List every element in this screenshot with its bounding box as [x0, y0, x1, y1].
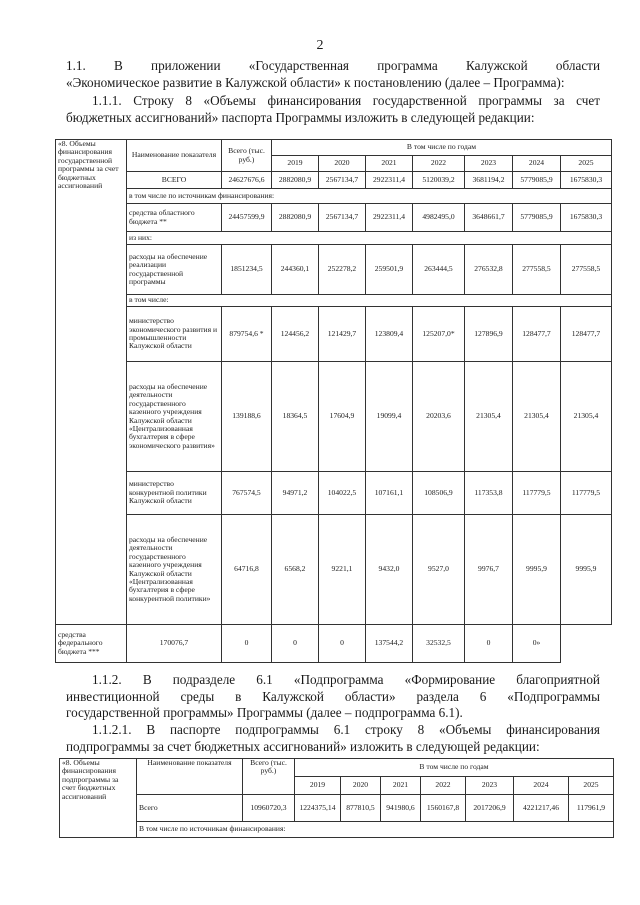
- year-value-2019: 18364,5: [272, 362, 319, 472]
- year-value-2025: 117779,5: [561, 472, 612, 515]
- table-row: [56, 232, 612, 245]
- year-value-2022: 9527,0: [413, 515, 465, 625]
- paragraph-1-1-line-1: 1.1. В приложении «Государственная программа Калужской области: [66, 58, 600, 73]
- header-year-2025: 2025: [561, 156, 612, 172]
- paragraph-1-1-2-line-2: инвестиционной среды в Калужской области» раздела 6 «Подпрограммы: [66, 688, 600, 704]
- paragraph-1-1-1-line-1: 1.1.1. Строку 8 «Объемы финансирования государственной программы за счет: [92, 93, 600, 108]
- header-year-2024: 2024: [514, 777, 569, 795]
- row-label: министерство экономического развития и промышленности Калужской области: [127, 307, 222, 362]
- year-value-2020: 877810,5: [341, 795, 381, 822]
- year-value-2023: 117353,8: [465, 472, 513, 515]
- table-row: [56, 307, 612, 362]
- financing-table-program: [55, 139, 612, 663]
- row-label: расходы на обеспечение деятельности государственного казенного учреждения Калужской области «Централизованная бухгалтерия в сфере экономического развития»: [127, 362, 222, 472]
- year-value-2019: 2882080,9: [272, 204, 319, 232]
- year-value-2024: 117779,5: [513, 472, 561, 515]
- year-value-2023: 9976,7: [465, 515, 513, 625]
- paragraph-1-1-1: [66, 93, 600, 126]
- row-total: 170076,7: [127, 625, 222, 663]
- year-value-2021: 123809,4: [366, 307, 413, 362]
- row-total: 24457599,9: [222, 204, 272, 232]
- year-value-2024: 9995,9: [513, 515, 561, 625]
- table-row: [60, 795, 614, 822]
- header-name: Наименование показателя: [137, 759, 243, 795]
- paragraph-1-1-2-line-1: 1.1.2. В подразделе 6.1 «Подпрограмма «Формирование благоприятной: [92, 672, 600, 687]
- row-label: расходы на обеспечение реализации государственной программы: [127, 245, 222, 295]
- row-group-label: из них:: [127, 232, 612, 245]
- header-year-2019: 2019: [272, 156, 319, 172]
- year-value-2020: 104022,5: [319, 472, 366, 515]
- year-value-2023: 3681194,2: [465, 172, 513, 189]
- paragraph-1-1-2-line-3: государственной программы» Программы (далее – подпрограмма 6.1).: [66, 705, 463, 720]
- table-row: [56, 204, 612, 232]
- row-label: средства федерального бюджета ***: [56, 625, 127, 663]
- header-year-2024: 2024: [513, 156, 561, 172]
- year-value-2024: 277558,5: [513, 245, 561, 295]
- header-total: Всего (тыс. руб.): [243, 759, 295, 795]
- year-value-2019: 2882080,9: [272, 172, 319, 189]
- year-value-2022: 108506,9: [413, 472, 465, 515]
- year-value-2021: 107161,1: [366, 472, 413, 515]
- paragraph-1-1: [66, 58, 600, 91]
- paragraph-1-1-line-2: «Экономическое развитие в Калужской области» к постановлению (далее – Программа):: [66, 74, 565, 90]
- year-value-2020: 252278,2: [319, 245, 366, 295]
- header-year-2020: 2020: [341, 777, 381, 795]
- table-row: [56, 295, 612, 307]
- header-year-2023: 2023: [466, 777, 514, 795]
- table-row: [56, 362, 612, 472]
- row-label: Всего: [137, 795, 243, 822]
- year-value-2019: 94971,2: [272, 472, 319, 515]
- year-value-2020: 2567134,7: [319, 172, 366, 189]
- header-year-2022: 2022: [413, 156, 465, 172]
- row-total: 879754,6 *: [222, 307, 272, 362]
- year-value-2023: 21305,4: [465, 362, 513, 472]
- row-total: 64716,8: [222, 515, 272, 625]
- row-total: 1851234,5: [222, 245, 272, 295]
- year-value-2022: 125207,0*: [413, 307, 465, 362]
- year-value-2024: 5779085,9: [513, 172, 561, 189]
- year-value-2022: 1560167,8: [421, 795, 466, 822]
- year-value-2021: 0: [319, 625, 366, 663]
- year-value-2023: 3648661,7: [465, 204, 513, 232]
- row-group-label: в том числе:: [127, 295, 612, 307]
- paragraph-1-1-1-line-2: бюджетных ассигнований» паспорта Программы изложить в следующей редакции:: [66, 109, 535, 125]
- year-value-2024: 21305,4: [513, 362, 561, 472]
- year-value-2023: 276532,8: [465, 245, 513, 295]
- year-value-2023: 32532,5: [413, 625, 465, 663]
- header-year-2021: 2021: [366, 156, 413, 172]
- paragraph-1-1-2-1-line-1: 1.1.2.1. В паспорте подпрограммы 6.1 строку 8 «Объемы финансирования: [92, 722, 600, 737]
- row-group-label: в том числе по источникам финансирования:: [127, 189, 612, 204]
- paragraph-1-1-2-1: [66, 722, 600, 755]
- row-label: расходы на обеспечение деятельности государственного казенного учреждения Калужской области «Централизованная бухгалтерия в сфере конкурентной политики»: [127, 515, 222, 625]
- header-year-2021: 2021: [381, 777, 421, 795]
- year-value-2024: 4221217,46: [514, 795, 569, 822]
- year-value-2025: 0»: [513, 625, 561, 663]
- year-value-2023: 2017206,9: [466, 795, 514, 822]
- financing-table-subprogram: [59, 758, 614, 838]
- year-value-2025: 117961,9: [569, 795, 614, 822]
- year-value-2025: 1675830,3: [561, 172, 612, 189]
- section-label-cell: «8. Объемы финансирования подпрограммы за счет бюджетных ассигнований: [60, 759, 137, 838]
- row-total: 24627676,6: [222, 172, 272, 189]
- year-value-2021: 9432,0: [366, 515, 413, 625]
- paragraph-1-1-2: [66, 672, 600, 722]
- table-row: [56, 625, 612, 663]
- year-value-2022: 263444,5: [413, 245, 465, 295]
- year-value-2021: 2922311,4: [366, 172, 413, 189]
- year-value-2025: 21305,4: [561, 362, 612, 472]
- year-value-2025: 277558,5: [561, 245, 612, 295]
- year-value-2019: 6568,2: [272, 515, 319, 625]
- header-year-2020: 2020: [319, 156, 366, 172]
- year-value-2023: 127896,9: [465, 307, 513, 362]
- year-value-2019: 0: [222, 625, 272, 663]
- year-value-2022: 137544,2: [366, 625, 413, 663]
- year-value-2021: 2922311,4: [366, 204, 413, 232]
- row-group-label: В том числе по источникам финансирования:: [137, 822, 614, 838]
- year-value-2020: 2567134,7: [319, 204, 366, 232]
- year-value-2024: 0: [465, 625, 513, 663]
- section-label-cell: «8. Объемы финансирования государственной программы за счет бюджетных ассигнований: [56, 140, 127, 625]
- header-year-2019: 2019: [295, 777, 341, 795]
- year-value-2022: 20203,6: [413, 362, 465, 472]
- header-total: Всего (тыс. руб.): [222, 140, 272, 172]
- year-value-2019: 244360,1: [272, 245, 319, 295]
- header-years-group: В том числе по годам: [295, 759, 614, 777]
- table-row: [56, 515, 612, 625]
- year-value-2024: 128477,7: [513, 307, 561, 362]
- year-value-2025: 1675830,3: [561, 204, 612, 232]
- row-label: министерство конкурентной политики Калужской области: [127, 472, 222, 515]
- year-value-2022: 5120039,2: [413, 172, 465, 189]
- table-row: [56, 245, 612, 295]
- page-number: 2: [316, 38, 324, 53]
- year-value-2022: 4982495,0: [413, 204, 465, 232]
- row-label: ВСЕГО: [127, 172, 222, 189]
- year-value-2020: 121429,7: [319, 307, 366, 362]
- year-value-2019: 124456,2: [272, 307, 319, 362]
- row-total: 767574,5: [222, 472, 272, 515]
- header-year-2023: 2023: [465, 156, 513, 172]
- year-value-2021: 19099,4: [366, 362, 413, 472]
- row-total: 10960720,3: [243, 795, 295, 822]
- year-value-2020: 9221,1: [319, 515, 366, 625]
- year-value-2020: 17604,9: [319, 362, 366, 472]
- table-row: [56, 189, 612, 204]
- year-value-2025: 128477,7: [561, 307, 612, 362]
- year-value-2024: 5779085,9: [513, 204, 561, 232]
- year-value-2021: 941980,6: [381, 795, 421, 822]
- header-year-2022: 2022: [421, 777, 466, 795]
- header-year-2025: 2025: [569, 777, 614, 795]
- row-total: 139188,6: [222, 362, 272, 472]
- table-row: [60, 822, 614, 838]
- table-row: [56, 172, 612, 189]
- year-value-2019: 1224375,14: [295, 795, 341, 822]
- paragraph-1-1-2-1-line-2: подпрограммы за счет бюджетных ассигнований» изложить в следующей редакции:: [66, 738, 540, 754]
- row-label: средства областного бюджета **: [127, 204, 222, 232]
- year-value-2020: 0: [272, 625, 319, 663]
- header-name: Наименование показателя: [127, 140, 222, 172]
- year-value-2021: 259501,9: [366, 245, 413, 295]
- table-row: [56, 472, 612, 515]
- header-years-group: В том числе по годам: [272, 140, 612, 156]
- year-value-2025: 9995,9: [561, 515, 612, 625]
